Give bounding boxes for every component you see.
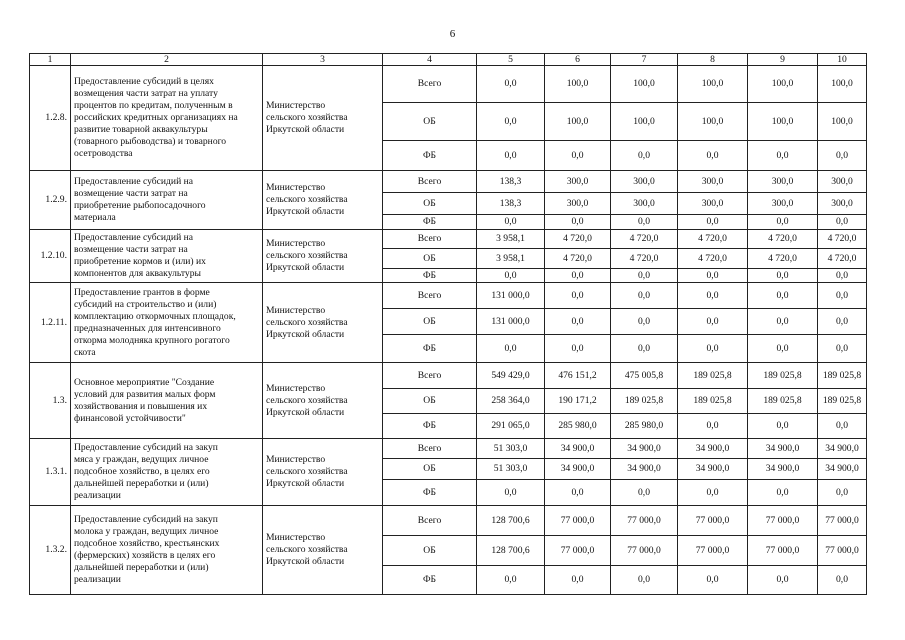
row-code: 1.3.2.: [30, 506, 71, 595]
amount-cell: 0,0: [818, 269, 867, 283]
amount-cell: 0,0: [678, 269, 748, 283]
amount-cell: 3 958,1: [477, 249, 545, 269]
amount-cell: 0,0: [611, 309, 678, 335]
table-row: [30, 230, 867, 249]
executor-line: Иркутской области: [266, 556, 345, 567]
amount-cell: 34 900,0: [678, 439, 748, 459]
executor: [263, 66, 383, 171]
funding-source: ОБ: [383, 459, 477, 480]
amount-cell: 0,0: [477, 335, 545, 363]
amount-cell: 100,0: [545, 103, 611, 141]
amount-cell: 549 429,0: [477, 363, 545, 389]
measure-name-line: процентов по кредитам, полученным в: [74, 100, 233, 111]
column-header: 2: [71, 54, 263, 66]
amount-cell: 100,0: [818, 66, 867, 103]
amount-cell: 0,0: [818, 335, 867, 363]
amount-cell: 4 720,0: [545, 230, 611, 249]
amount-cell: 300,0: [818, 171, 867, 193]
amount-cell: 475 005,8: [611, 363, 678, 389]
executor: [263, 283, 383, 363]
amount-cell: 100,0: [611, 66, 678, 103]
measure-name: [71, 439, 263, 506]
amount-cell: 0,0: [748, 215, 818, 230]
amount-cell: 0,0: [611, 215, 678, 230]
amount-cell: 0,0: [678, 141, 748, 171]
funding-source: ФБ: [383, 414, 477, 439]
row-code: 1.2.11.: [30, 283, 71, 363]
amount-cell: 4 720,0: [818, 230, 867, 249]
amount-cell: 100,0: [748, 103, 818, 141]
amount-cell: 189 025,8: [748, 389, 818, 414]
amount-cell: 4 720,0: [611, 230, 678, 249]
measure-name-line: возмещение части затрат на: [74, 188, 188, 199]
amount-cell: 0,0: [545, 480, 611, 506]
column-number-header-row: [30, 54, 867, 66]
funding-source: ФБ: [383, 215, 477, 230]
amount-cell: 300,0: [748, 171, 818, 193]
funding-source: Всего: [383, 230, 477, 249]
amount-cell: 0,0: [545, 335, 611, 363]
column-header: 10: [818, 54, 867, 66]
amount-cell: 77 000,0: [748, 536, 818, 566]
amount-cell: 0,0: [748, 414, 818, 439]
executor-line: сельского хозяйства: [266, 394, 348, 406]
amount-cell: 300,0: [678, 171, 748, 193]
row-code: 1.2.8.: [30, 66, 71, 171]
funding-source: Всего: [383, 506, 477, 536]
amount-cell: 100,0: [818, 103, 867, 141]
measure-name-line: реализации: [74, 574, 121, 585]
funding-source: ОБ: [383, 103, 477, 141]
executor-line: сельского хозяйства: [266, 544, 348, 555]
measure-name-line: скота: [74, 346, 96, 358]
amount-cell: 34 900,0: [611, 439, 678, 459]
amount-cell: 100,0: [748, 66, 818, 103]
amount-cell: 0,0: [611, 141, 678, 171]
column-header: 8: [678, 54, 748, 66]
amount-cell: 0,0: [678, 414, 748, 439]
amount-cell: 0,0: [678, 283, 748, 309]
row-code: 1.2.9.: [30, 171, 71, 230]
amount-cell: 77 000,0: [678, 506, 748, 536]
amount-cell: 100,0: [545, 66, 611, 103]
measure-name-line: субсидий на строительство и (или): [74, 298, 217, 310]
measure-name-line: осетроводства: [74, 148, 133, 159]
amount-cell: 51 303,0: [477, 459, 545, 480]
amount-cell: 189 025,8: [748, 363, 818, 389]
column-header: 1: [30, 54, 71, 66]
executor-line: Министерство: [266, 238, 326, 249]
amount-cell: 77 000,0: [545, 536, 611, 566]
executor-line: Иркутской области: [266, 478, 345, 489]
executor-line: сельского хозяйства: [266, 466, 348, 477]
executor: [263, 363, 383, 439]
measure-name-line: Предоставление субсидий на: [74, 176, 193, 187]
measure-name-line: условий для развития малых форм: [74, 388, 216, 400]
table-row: [30, 66, 867, 103]
measure-name-line: Предоставление субсидий в целях: [74, 76, 214, 87]
amount-cell: 4 720,0: [678, 230, 748, 249]
funding-source: ОБ: [383, 193, 477, 215]
amount-cell: 0,0: [477, 269, 545, 283]
amount-cell: 4 720,0: [748, 230, 818, 249]
measure-name-line: дальнейшей переработки и (или): [74, 478, 209, 489]
amount-cell: 34 900,0: [611, 459, 678, 480]
executor-line: Иркутской области: [266, 262, 345, 273]
executor-line: Иркутской области: [266, 406, 345, 418]
column-header: 4: [383, 54, 477, 66]
amount-cell: 0,0: [545, 283, 611, 309]
column-header: 9: [748, 54, 818, 66]
amount-cell: 0,0: [678, 309, 748, 335]
executor-line: Министерство: [266, 182, 326, 193]
amount-cell: 0,0: [545, 309, 611, 335]
amount-cell: 0,0: [748, 566, 818, 595]
funding-source: ОБ: [383, 249, 477, 269]
amount-cell: 0,0: [818, 414, 867, 439]
amount-cell: 4 720,0: [678, 249, 748, 269]
measure-name: [71, 283, 263, 363]
amount-cell: 77 000,0: [818, 536, 867, 566]
amount-cell: 0,0: [477, 215, 545, 230]
amount-cell: 100,0: [678, 103, 748, 141]
amount-cell: 0,0: [545, 215, 611, 230]
amount-cell: 189 025,8: [611, 389, 678, 414]
amount-cell: 3 958,1: [477, 230, 545, 249]
measure-name-line: Предоставление субсидий на закуп: [74, 442, 218, 453]
measure-name-line: финансовой устойчивости": [74, 412, 186, 424]
amount-cell: 138,3: [477, 193, 545, 215]
measure-name-line: подсобное хозяйство, крестьянских: [74, 538, 220, 549]
executor-line: Министерство: [266, 100, 326, 111]
executor-line: сельского хозяйства: [266, 112, 348, 123]
amount-cell: 189 025,8: [818, 363, 867, 389]
amount-cell: 0,0: [611, 269, 678, 283]
amount-cell: 34 900,0: [748, 439, 818, 459]
measure-name-line: реализации: [74, 490, 121, 501]
amount-cell: 300,0: [818, 193, 867, 215]
measure-name-line: молока у граждан, ведущих личное: [74, 526, 219, 537]
measure-name-line: материала: [74, 212, 116, 223]
amount-cell: 77 000,0: [748, 506, 818, 536]
executor-line: сельского хозяйства: [266, 250, 348, 261]
measure-name-line: (товарного рыбоводства) и товарного: [74, 136, 227, 147]
funding-source: ОБ: [383, 389, 477, 414]
amount-cell: 0,0: [545, 141, 611, 171]
amount-cell: 0,0: [678, 566, 748, 595]
amount-cell: 0,0: [748, 283, 818, 309]
measure-name-line: мяса у граждан, ведущих личное: [74, 454, 209, 465]
measure-name: [71, 230, 263, 283]
measure-name-line: Предоставление субсидий на закуп: [74, 514, 218, 525]
amount-cell: 300,0: [611, 171, 678, 193]
amount-cell: 189 025,8: [678, 389, 748, 414]
amount-cell: 0,0: [611, 335, 678, 363]
amount-cell: 0,0: [748, 269, 818, 283]
funding-source: ФБ: [383, 141, 477, 171]
measure-name-line: подсобное хозяйство, в целях его: [74, 466, 210, 477]
executor-line: Министерство: [266, 532, 326, 543]
amount-cell: 0,0: [748, 141, 818, 171]
amount-cell: 77 000,0: [611, 536, 678, 566]
amount-cell: 0,0: [477, 566, 545, 595]
amount-cell: 34 900,0: [545, 459, 611, 480]
amount-cell: 0,0: [611, 480, 678, 506]
funding-source: ОБ: [383, 536, 477, 566]
table-row: [30, 363, 867, 389]
amount-cell: 4 720,0: [748, 249, 818, 269]
amount-cell: 0,0: [748, 480, 818, 506]
measure-name-line: компонентов для аквакультуры: [74, 268, 201, 279]
executor-line: Иркутской области: [266, 206, 345, 217]
measure-name-line: возмещение части затрат на: [74, 244, 188, 255]
executor-line: сельского хозяйства: [266, 194, 348, 205]
row-code: 1.2.10.: [30, 230, 71, 283]
amount-cell: 0,0: [545, 566, 611, 595]
column-header: 6: [545, 54, 611, 66]
funding-source: Всего: [383, 283, 477, 309]
amount-cell: 189 025,8: [678, 363, 748, 389]
row-code: 1.3.: [30, 363, 71, 439]
amount-cell: 300,0: [748, 193, 818, 215]
amount-cell: 0,0: [818, 566, 867, 595]
amount-cell: 131 000,0: [477, 309, 545, 335]
table-row: [30, 283, 867, 309]
measure-name-line: Основное мероприятие "Создание: [74, 376, 215, 388]
amount-cell: 0,0: [477, 141, 545, 171]
amount-cell: 100,0: [678, 66, 748, 103]
measure-name-line: дальнейшей переработки и (или): [74, 562, 209, 573]
executor: [263, 230, 383, 283]
amount-cell: 0,0: [678, 335, 748, 363]
amount-cell: 0,0: [818, 215, 867, 230]
executor-line: Министерство: [266, 382, 326, 394]
column-header: 5: [477, 54, 545, 66]
column-header: 7: [611, 54, 678, 66]
amount-cell: 34 900,0: [748, 459, 818, 480]
amount-cell: 291 065,0: [477, 414, 545, 439]
amount-cell: 300,0: [545, 193, 611, 215]
amount-cell: 300,0: [611, 193, 678, 215]
amount-cell: 0,0: [748, 335, 818, 363]
funding-source: ОБ: [383, 309, 477, 335]
amount-cell: 0,0: [477, 480, 545, 506]
amount-cell: 0,0: [678, 215, 748, 230]
amount-cell: 0,0: [748, 309, 818, 335]
amount-cell: 0,0: [477, 103, 545, 141]
amount-cell: 34 900,0: [818, 459, 867, 480]
amount-cell: 0,0: [678, 480, 748, 506]
amount-cell: 300,0: [678, 193, 748, 215]
measure-name: [71, 506, 263, 595]
amount-cell: 77 000,0: [678, 536, 748, 566]
row-code: 1.3.1.: [30, 439, 71, 506]
amount-cell: 4 720,0: [818, 249, 867, 269]
amount-cell: 0,0: [477, 66, 545, 103]
funding-source: ФБ: [383, 566, 477, 595]
measure-name: [71, 171, 263, 230]
column-header: 3: [263, 54, 383, 66]
amount-cell: 4 720,0: [611, 249, 678, 269]
amount-cell: 100,0: [611, 103, 678, 141]
amount-cell: 77 000,0: [818, 506, 867, 536]
funding-source: ФБ: [383, 480, 477, 506]
executor: [263, 439, 383, 506]
executor: [263, 171, 383, 230]
amount-cell: 77 000,0: [611, 506, 678, 536]
table-row: [30, 439, 867, 459]
amount-cell: 131 000,0: [477, 283, 545, 309]
amount-cell: 189 025,8: [818, 389, 867, 414]
measure-name: [71, 363, 263, 439]
amount-cell: 51 303,0: [477, 439, 545, 459]
amount-cell: 4 720,0: [545, 249, 611, 269]
amount-cell: 0,0: [611, 283, 678, 309]
amount-cell: 128 700,6: [477, 506, 545, 536]
amount-cell: 0,0: [818, 480, 867, 506]
measure-name-line: развитие товарной аквакультуры: [74, 124, 208, 135]
amount-cell: 34 900,0: [818, 439, 867, 459]
measure-name-line: откорма молодняка крупного рогатого: [74, 334, 230, 346]
measure-name-line: комплектацию откормочных площадок,: [74, 310, 236, 322]
measure-name-line: хозяйствования и повышения их: [74, 400, 208, 412]
amount-cell: 300,0: [545, 171, 611, 193]
table-row: [30, 171, 867, 193]
executor-line: Иркутской области: [266, 124, 345, 135]
executor-line: Иркутской области: [266, 328, 345, 340]
amount-cell: 34 900,0: [545, 439, 611, 459]
amount-cell: 34 900,0: [678, 459, 748, 480]
measure-name-line: предназначенных для интенсивного: [74, 322, 221, 334]
measure-name-line: приобретение рыбопосадочного: [74, 200, 206, 211]
measure-name-line: Предоставление субсидий на: [74, 232, 193, 243]
amount-cell: 0,0: [818, 141, 867, 171]
executor: [263, 506, 383, 595]
funding-source: Всего: [383, 171, 477, 193]
funding-source: Всего: [383, 439, 477, 459]
executor-line: Министерство: [266, 304, 326, 316]
amount-cell: 77 000,0: [545, 506, 611, 536]
amount-cell: 0,0: [545, 269, 611, 283]
measure-name-line: российских кредитных организациях на: [74, 112, 238, 123]
executor-line: Министерство: [266, 454, 326, 465]
amount-cell: 190 171,2: [545, 389, 611, 414]
measure-name-line: Предоставление грантов в форме: [74, 286, 210, 298]
funding-source: Всего: [383, 363, 477, 389]
amount-cell: 285 980,0: [611, 414, 678, 439]
funding-source: Всего: [383, 66, 477, 103]
amount-cell: 138,3: [477, 171, 545, 193]
amount-cell: 258 364,0: [477, 389, 545, 414]
amount-cell: 0,0: [611, 566, 678, 595]
measure-name: [71, 66, 263, 171]
funding-source: ФБ: [383, 269, 477, 283]
amount-cell: 285 980,0: [545, 414, 611, 439]
table-row: [30, 506, 867, 536]
amount-cell: 476 151,2: [545, 363, 611, 389]
executor-line: сельского хозяйства: [266, 316, 348, 328]
measure-name-line: возмещения части затрат на уплату: [74, 88, 218, 99]
amount-cell: 128 700,6: [477, 536, 545, 566]
amount-cell: 0,0: [818, 283, 867, 309]
amount-cell: 0,0: [818, 309, 867, 335]
funding-source: ФБ: [383, 335, 477, 363]
budget-table: [29, 53, 867, 595]
page-number: 6: [449, 28, 456, 40]
measure-name-line: приобретение кормов и (или) их: [74, 256, 206, 267]
measure-name-line: (фермерских) хозяйств в целях его: [74, 550, 216, 561]
